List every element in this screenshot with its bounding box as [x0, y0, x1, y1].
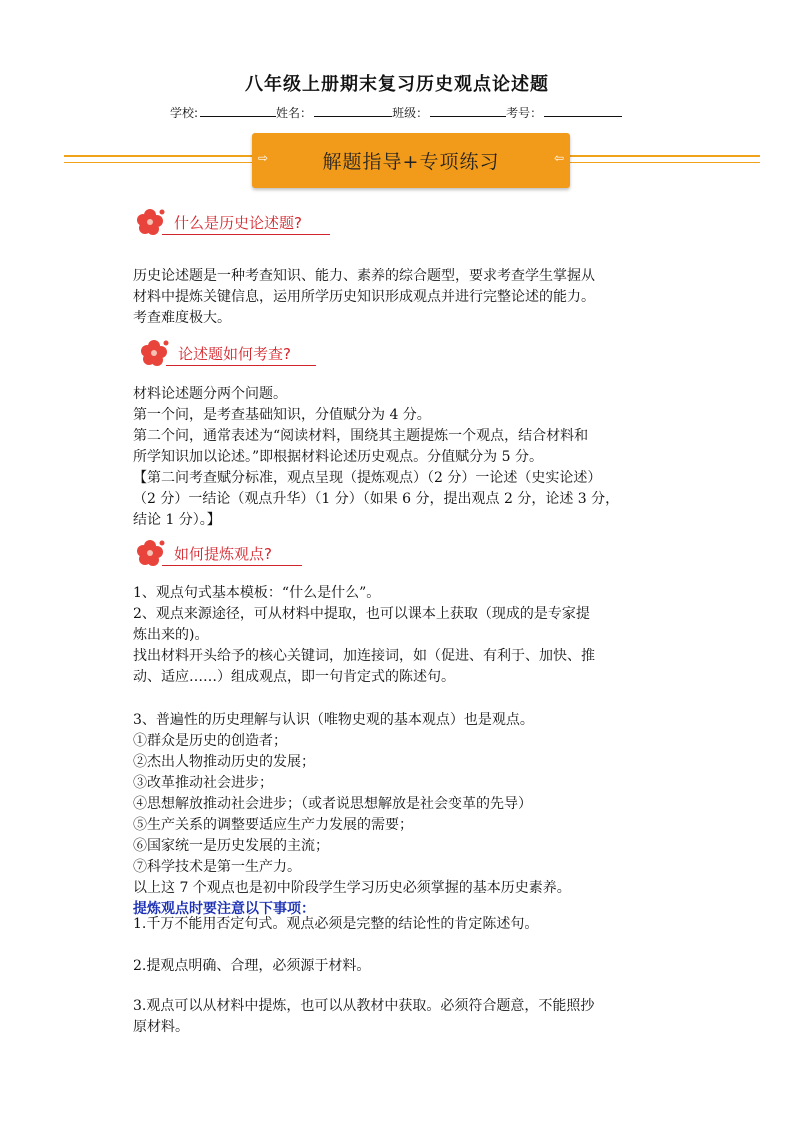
text-line: 3、普遍性的历史理解与认识（唯物史观的基本观点）也是观点。 — [133, 712, 534, 728]
text-line: 【第二问考查赋分标准，观点呈现（提炼观点）（2 分）一论述（史实论述） — [133, 470, 602, 486]
text-line: 原材料。 — [133, 1019, 189, 1035]
list-item: ⑤生产关系的调整要适应生产力发展的需要； — [133, 817, 413, 833]
notice-title: 提炼观点时要注意以下事项： — [133, 901, 315, 917]
banner-line-right-bottom — [570, 162, 760, 163]
section-heading-label: 什么是历史论述题? — [174, 214, 302, 232]
text-line: 炼出来的)。 — [133, 627, 209, 643]
section-what-text — [133, 266, 673, 329]
text-line: 第二个问，通常表述为“阅读材料，围绕其主题提炼一个观点，结合材料和 — [133, 428, 589, 444]
name-blank — [314, 105, 392, 117]
section-heading-how-tested — [138, 337, 338, 367]
text-line: 第一个问，是考查基础知识，分值赋分为 4 分。 — [133, 407, 431, 423]
note-1 — [133, 914, 673, 935]
name-label: 姓名： — [276, 106, 313, 120]
section-extract-block1 — [133, 583, 673, 688]
section-heading-label: 如何提炼观点? — [174, 545, 272, 563]
text-line: 找出材料开头给予的核心关键词，加连接词，如（促进、有利于、加快、推 — [133, 648, 595, 664]
text-line: 材料论述题分两个问题。 — [133, 386, 287, 402]
note-2 — [133, 956, 673, 977]
banner-title: 解题指导+专项练习 — [322, 151, 500, 173]
text-line: 3.观点可以从材料中提炼，也可以从教材中获取。必须符合题意，不能照抄 — [133, 998, 595, 1014]
text-line: 2、观点来源途径，可从材料中提取，也可以课本上获取（现成的是专家提 — [133, 606, 590, 622]
text-line: 2.提观点明确、合理，必须源于材料。 — [133, 958, 371, 974]
section-heading-extract — [134, 537, 334, 567]
class-blank — [430, 105, 506, 117]
list-item: ③改革推动社会进步； — [133, 775, 273, 791]
section-banner — [252, 133, 570, 188]
list-item: ①群众是历史的创造者； — [133, 733, 287, 749]
heading-underline — [162, 565, 302, 566]
list-item: ⑦科学技术是第一生产力。 — [133, 859, 301, 875]
text-line: 考查难度极大。 — [133, 310, 231, 326]
text-line: 1.千万不能用否定句式。观点必须是完整的结论性的肯定陈述句。 — [133, 916, 539, 932]
text-line: 所学知识加以论述。”即根据材料论述历史观点。分值赋分为 5 分。 — [133, 449, 543, 465]
list-item: ④思想解放推动社会进步；（或者说思想解放是社会变革的先导） — [133, 796, 532, 812]
banner-line-left-top — [64, 155, 252, 157]
exam-no-label: 考号： — [506, 106, 543, 120]
arrow-left-icon: ⇦ — [553, 151, 564, 165]
text-line: （2 分）一结论（观点升华）（1 分）（如果 6 分，提出观点 2 分，论述 3 分， — [133, 491, 620, 507]
text-line: 动、适应……）组成观点，即一句肯定式的陈述句。 — [133, 669, 455, 685]
heading-underline — [166, 365, 316, 366]
text-line: 以上这 7 个观点也是初中阶段学生学习历史必须掌握的基本历史素养。 — [133, 880, 571, 896]
school-blank — [200, 105, 276, 117]
exam-no-blank — [544, 105, 622, 117]
banner-line-right-top — [570, 155, 760, 157]
text-line: 1、观点句式基本模板：“什么是什么”。 — [133, 585, 381, 601]
text-line: 历史论述题是一种考查知识、能力、素养的综合题型，要求考查学生掌握从 — [133, 268, 595, 284]
student-info-line — [170, 104, 622, 121]
class-label: 班级： — [392, 106, 429, 120]
school-label: 学校: — [170, 106, 199, 120]
banner-line-left-bottom — [64, 162, 252, 163]
note-3 — [133, 996, 673, 1038]
list-item: ⑥国家统一是历史发展的主流； — [133, 838, 329, 854]
section-heading-label: 论述题如何考查? — [178, 345, 291, 363]
heading-underline — [162, 234, 330, 235]
list-item: ②杰出人物推动历史的发展； — [133, 754, 315, 770]
section-extract-block2 — [133, 710, 673, 920]
text-line: 材料中提炼关键信息，运用所学历史知识形成观点并进行完整论述的能力。 — [133, 289, 595, 305]
document-title: 八年级上册期末复习历史观点论述题 — [245, 74, 549, 95]
text-line: 结论 1 分）。】 — [133, 512, 221, 528]
arrow-right-icon: ⇨ — [258, 151, 269, 165]
section-how-tested-text — [133, 384, 673, 531]
section-heading-what — [134, 206, 334, 236]
